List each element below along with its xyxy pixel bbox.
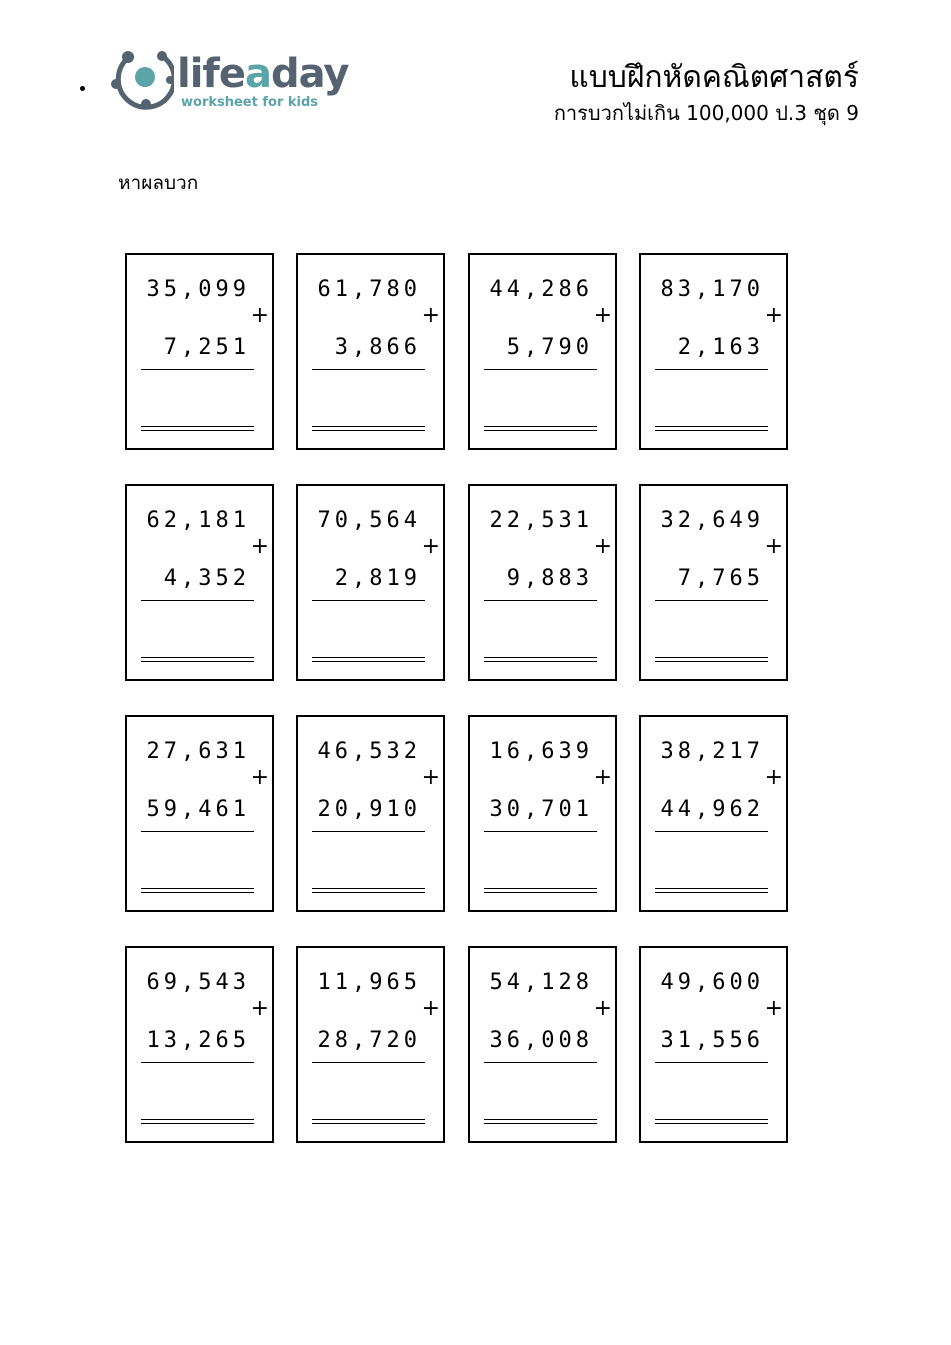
plus-sign: + bbox=[764, 765, 783, 790]
answer-line bbox=[141, 1119, 254, 1120]
problem-card bbox=[125, 484, 274, 681]
plus-sign: + bbox=[421, 534, 440, 559]
answer-line bbox=[655, 892, 768, 893]
addend-bottom: 13,265 bbox=[146, 1028, 250, 1053]
answer-line bbox=[312, 1123, 425, 1124]
logo-tagline: worksheet for kids bbox=[181, 95, 319, 110]
addend-top: 49,600 bbox=[660, 970, 764, 995]
addend-top: 35,099 bbox=[146, 277, 250, 302]
addend-top: 32,649 bbox=[660, 508, 764, 533]
answer-line bbox=[655, 1119, 768, 1120]
addend-bottom: 30,701 bbox=[489, 797, 593, 822]
answer-line bbox=[484, 892, 597, 893]
answer-line bbox=[312, 888, 425, 889]
addend-top: 44,286 bbox=[489, 277, 593, 302]
addend-bottom: 44,962 bbox=[660, 797, 764, 822]
answer-line bbox=[141, 430, 254, 431]
sum-line bbox=[655, 369, 768, 370]
answer-line bbox=[484, 1119, 597, 1120]
problem-card bbox=[296, 253, 445, 450]
answer-line bbox=[655, 1123, 768, 1124]
plus-sign: + bbox=[764, 534, 783, 559]
sum-line bbox=[312, 1062, 425, 1063]
problem-card bbox=[125, 715, 274, 912]
problem-card bbox=[468, 715, 617, 912]
sum-line bbox=[484, 600, 597, 601]
addend-top: 62,181 bbox=[146, 508, 250, 533]
instruction-text: หาผลบวก bbox=[118, 172, 199, 194]
worksheet-title: แบบฝึกหัดคณิตศาสตร์ bbox=[569, 60, 859, 95]
problem-card bbox=[468, 484, 617, 681]
addend-top: 69,543 bbox=[146, 970, 250, 995]
answer-line bbox=[655, 426, 768, 427]
problem-card bbox=[468, 946, 617, 1143]
answer-line bbox=[484, 657, 597, 658]
problem-card bbox=[125, 253, 274, 450]
answer-line bbox=[141, 888, 254, 889]
addend-top: 11,965 bbox=[317, 970, 421, 995]
addend-top: 54,128 bbox=[489, 970, 593, 995]
problem-card bbox=[639, 484, 788, 681]
plus-sign: + bbox=[250, 534, 269, 559]
sum-line bbox=[141, 369, 254, 370]
answer-line bbox=[655, 430, 768, 431]
answer-line bbox=[484, 426, 597, 427]
addend-top: 16,639 bbox=[489, 739, 593, 764]
sum-line bbox=[484, 369, 597, 370]
plus-sign: + bbox=[250, 765, 269, 790]
addend-top: 61,780 bbox=[317, 277, 421, 302]
plus-sign: + bbox=[593, 303, 612, 328]
addend-bottom: 28,720 bbox=[317, 1028, 421, 1053]
sum-line bbox=[141, 600, 254, 601]
sum-line bbox=[655, 831, 768, 832]
answer-line bbox=[655, 888, 768, 889]
addend-bottom: 36,008 bbox=[489, 1028, 593, 1053]
addend-top: 70,564 bbox=[317, 508, 421, 533]
answer-line bbox=[312, 661, 425, 662]
answer-line bbox=[141, 426, 254, 427]
answer-line bbox=[312, 430, 425, 431]
answer-line bbox=[655, 661, 768, 662]
answer-line bbox=[312, 426, 425, 427]
plus-sign: + bbox=[593, 996, 612, 1021]
sum-line bbox=[484, 1062, 597, 1063]
problem-card bbox=[639, 253, 788, 450]
plus-sign: + bbox=[764, 303, 783, 328]
logo-word-a: a bbox=[244, 51, 271, 97]
problem-card bbox=[296, 715, 445, 912]
addend-bottom: 2,163 bbox=[677, 335, 764, 360]
sum-line bbox=[312, 600, 425, 601]
logo-word-day: day bbox=[270, 51, 349, 97]
logo-word-life: life bbox=[177, 51, 245, 97]
addend-bottom: 5,790 bbox=[506, 335, 593, 360]
addend-bottom: 7,765 bbox=[677, 566, 764, 591]
addend-bottom: 31,556 bbox=[660, 1028, 764, 1053]
plus-sign: + bbox=[250, 303, 269, 328]
answer-line bbox=[141, 1123, 254, 1124]
answer-line bbox=[141, 657, 254, 658]
addend-bottom: 3,866 bbox=[334, 335, 421, 360]
sum-line bbox=[312, 831, 425, 832]
answer-line bbox=[655, 657, 768, 658]
plus-sign: + bbox=[764, 996, 783, 1021]
plus-sign: + bbox=[421, 303, 440, 328]
answer-line bbox=[312, 1119, 425, 1120]
sum-line bbox=[484, 831, 597, 832]
addend-top: 38,217 bbox=[660, 739, 764, 764]
plus-sign: + bbox=[593, 765, 612, 790]
problem-card bbox=[296, 484, 445, 681]
addend-top: 22,531 bbox=[489, 508, 593, 533]
plus-sign: + bbox=[421, 765, 440, 790]
answer-line bbox=[484, 430, 597, 431]
sum-line bbox=[141, 1062, 254, 1063]
answer-line bbox=[141, 661, 254, 662]
answer-line bbox=[141, 892, 254, 893]
sum-line bbox=[141, 831, 254, 832]
problem-card bbox=[468, 253, 617, 450]
sum-line bbox=[312, 369, 425, 370]
problem-card bbox=[296, 946, 445, 1143]
answer-line bbox=[484, 1123, 597, 1124]
answer-line bbox=[312, 892, 425, 893]
plus-sign: + bbox=[421, 996, 440, 1021]
answer-line bbox=[484, 888, 597, 889]
plus-sign: + bbox=[250, 996, 269, 1021]
problem-card bbox=[125, 946, 274, 1143]
answer-line bbox=[312, 657, 425, 658]
addend-top: 83,170 bbox=[660, 277, 764, 302]
worksheet-subtitle: การบวกไม่เกิน 100,000 ป.3 ชุด 9 bbox=[553, 101, 859, 125]
sum-line bbox=[655, 1062, 768, 1063]
addend-bottom: 9,883 bbox=[506, 566, 593, 591]
sum-line bbox=[655, 600, 768, 601]
addend-bottom: 20,910 bbox=[317, 797, 421, 822]
problem-card bbox=[639, 715, 788, 912]
plus-sign: + bbox=[593, 534, 612, 559]
addend-bottom: 59,461 bbox=[146, 797, 250, 822]
addend-bottom: 7,251 bbox=[163, 335, 250, 360]
problem-card bbox=[639, 946, 788, 1143]
addend-top: 27,631 bbox=[146, 739, 250, 764]
addend-top: 46,532 bbox=[317, 739, 421, 764]
addend-bottom: 2,819 bbox=[334, 566, 421, 591]
addend-bottom: 4,352 bbox=[163, 566, 250, 591]
answer-line bbox=[484, 661, 597, 662]
